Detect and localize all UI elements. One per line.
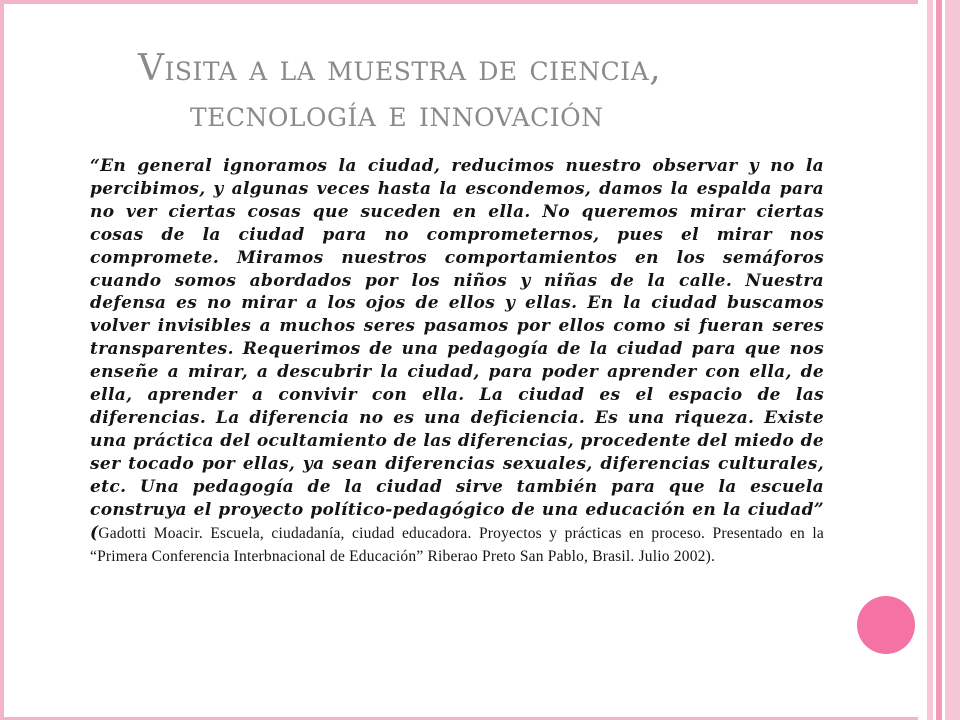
decor-stripe — [945, 0, 960, 720]
decor-circle — [857, 596, 915, 654]
citation-text: Gadotti Moacir. Escuela, ciudadanía, ciudad educadora. Proyectos y prácticas en proceso. Presentado en la “Primera Conferencia Interbnacional de Educación” Riberao Preto San Pablo, Brasil. Julio 2002). — [90, 524, 824, 566]
decor-stripe — [918, 0, 927, 720]
quote-paragraph — [90, 155, 824, 569]
quote-text: “En general ignoramos la ciudad, reducimos nuestro observar y no la percibimos, y algunas veces hasta la escondemos, damos la espalda para no ver ciertas cosas que suceden en ella. No queremos mirar ciertas cosas de la ciudad para no comprometernos, pues el mirar nos compromete. Miramos nuestros comportamientos en los semáforos cuando somos abordados por los niños y niñas de la calle. Nuestra defensa es no mirar a los ojos de ellos y ellas. En la ciudad buscamos volver invisibles a muchos seres pasamos por ellos como si fueran seres transparentes. Requerimos de una pedagogía de la ciudad para que nos enseñe a mirar, a descubrir la ciudad, para poder aprender con ella, de ella, aprender a convivir con ella. La ciudad es el espacio de las diferencias. La diferencia no es una deficiencia. Es una riqueza. Existe una práctica del ocultamiento de las diferencias, procedente del miedo de ser tocado por ellas, ya sean diferencias sexuales, diferencias culturales, etc. Una pedagogía de la ciudad sirve también para que la escuela construya el proyecto político-pedagógico de una educación en la ciudad” ( — [90, 156, 824, 543]
title-line-2: tecnología e innovación — [190, 94, 604, 135]
title-line-1: Visita a la muestra de ciencia, — [138, 48, 662, 89]
slide-title — [138, 46, 838, 138]
